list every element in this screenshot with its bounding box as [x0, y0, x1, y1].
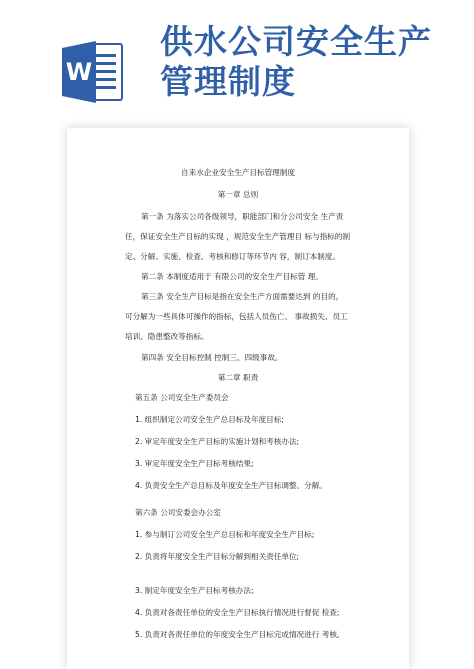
- chapter-heading: 第一章 总则: [217, 190, 259, 199]
- list-item: 4. 负责安全生产总目标及年度安全生产目标调整、分解。: [135, 481, 327, 490]
- list-item: 2. 审定年度安全生产目标的实施计划和考核办法;: [135, 437, 300, 446]
- logo-letter: W: [65, 58, 93, 86]
- list-item: 1. 组织制定公司安全生产总目标及年度目标;: [135, 415, 284, 424]
- article-line: 第一条 为落实公司各级领导，职能部门和分公司安全 生产责: [141, 212, 344, 221]
- article-heading: 第六条 公司安委会办公室: [135, 508, 221, 517]
- article-heading: 第五条 公司安全生产委员会: [135, 393, 229, 402]
- doc-title: 自来水企业安全生产目标管理制度: [181, 168, 295, 177]
- document-page: [67, 128, 409, 669]
- word-icon: [62, 38, 124, 106]
- list-item: 5. 负责对各责任单位的年度安全生产目标完成情况进行 考核,: [135, 630, 340, 639]
- list-item: 1. 参与制订公司安全生产总目标和年度安全生产目标;: [135, 530, 315, 539]
- list-item: 3. 制定年度安全生产目标考核办法;: [135, 586, 254, 595]
- article-line: 培训、隐患整改等指标。: [125, 332, 209, 341]
- article-line: 可分解为一些具体可操作的指标，包括人员伤亡、 事故损失、员工: [125, 312, 348, 321]
- article-line: 任，保证安全生产目标的实现 ，规范安全生产管理目 标与指标的制: [125, 232, 351, 241]
- article-line: 定、分解、实施、检查、考核和修订等环节内 容，制订本制度。: [125, 252, 341, 261]
- chapter-heading: 第二章 职责: [217, 373, 259, 382]
- list-item: 2. 负责将年度安全生产目标分解到相关责任单位;: [135, 552, 300, 561]
- article-line: 第二条 本制度适用于 有限公司的安全生产目标管 理。: [141, 272, 323, 281]
- banner: [0, 0, 474, 130]
- page-title-line2: 管理制度: [160, 62, 296, 101]
- list-item: 4. 负责对各责任单位的安全生产目标执行情况进行督促 检查;: [135, 608, 340, 617]
- list-item: 3. 审定年度安全生产目标考核结果;: [135, 459, 254, 468]
- page-title: [160, 22, 460, 102]
- article-line: 第四条 安全目标控制 控制三、四级事故。: [141, 353, 283, 362]
- page-title-line1: 供水公司安全生产: [160, 22, 432, 61]
- article-line: 第三条 安全生产目标是指在安全生产方面需要达到 的目的，: [141, 292, 344, 301]
